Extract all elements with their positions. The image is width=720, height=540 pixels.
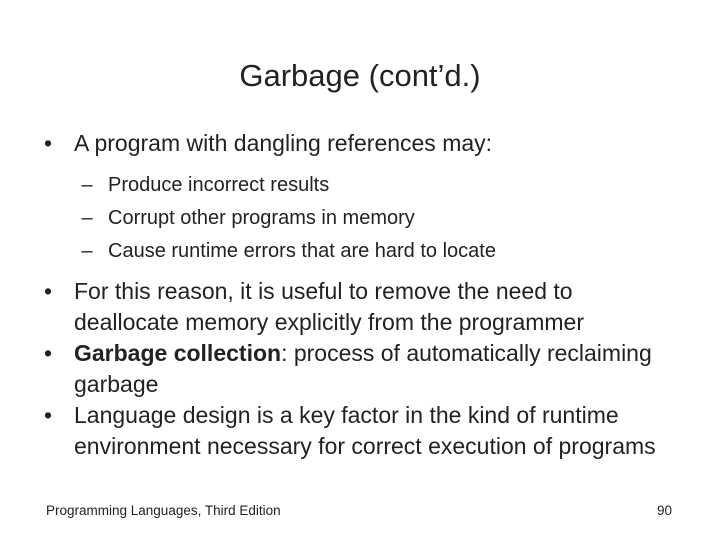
- sub-item-text: Cause runtime errors that are hard to locate: [108, 240, 496, 262]
- bullet-text: For this reason, it is useful to remove the need to deallocate memory explicitly from the programmer: [74, 278, 585, 335]
- sub-item: [22, 202, 682, 235]
- page-number: 90: [656, 503, 672, 518]
- bullet-icon: •: [43, 130, 53, 156]
- bullet-item: [22, 128, 682, 159]
- dash-icon: –: [81, 174, 93, 196]
- bullet-text: : process of automatically reclaiming garbage: [74, 340, 652, 397]
- sub-item-text: Produce incorrect results: [108, 174, 330, 196]
- bullet-icon: •: [43, 340, 53, 366]
- footer-source: Programming Languages, Third Edition: [46, 503, 281, 518]
- sub-item: [22, 169, 682, 202]
- slide-content: [22, 128, 682, 462]
- bullet-item: [22, 338, 682, 400]
- bullet-icon: •: [43, 402, 53, 428]
- sub-item-text: Corrupt other programs in memory: [108, 207, 415, 229]
- dash-icon: –: [81, 207, 93, 229]
- bullet-bold-term: Garbage collection: [74, 340, 282, 366]
- bullet-icon: •: [43, 278, 53, 304]
- slide-title: Garbage (cont’d.): [239, 58, 481, 93]
- bullet-item: [22, 276, 682, 338]
- bullet-text: A program with dangling references may:: [74, 130, 493, 156]
- bullet-text: Language design is a key factor in the kind of runtime environment necessary for correct execution of programs: [74, 402, 656, 459]
- sub-item: [22, 235, 682, 268]
- dash-icon: –: [81, 240, 93, 262]
- sub-list: [22, 169, 682, 268]
- bullet-item: [22, 400, 682, 462]
